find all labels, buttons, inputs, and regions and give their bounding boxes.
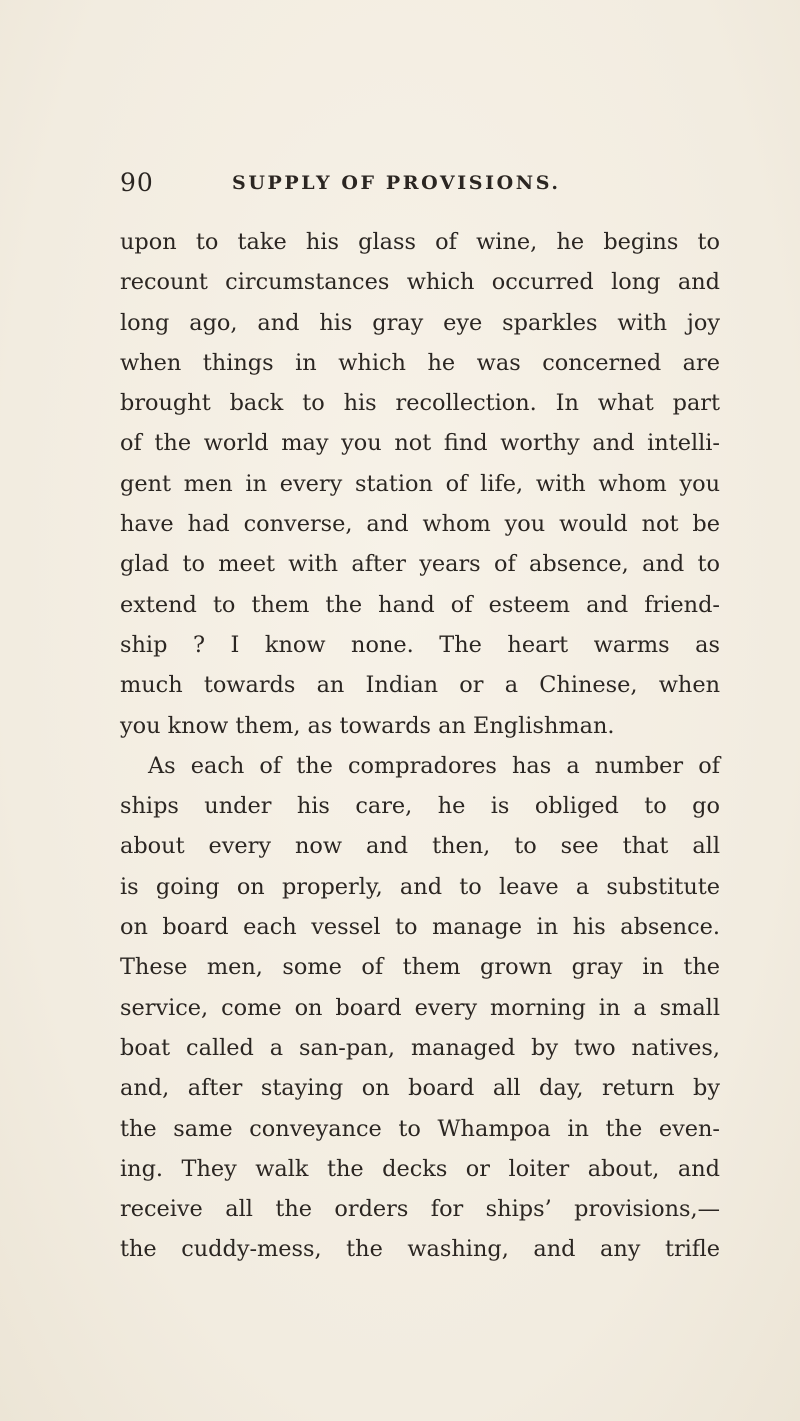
- text-line: ing. They walk the decks or loiter about, and: [120, 1155, 720, 1182]
- text-line: and, after staying on board all day, return by: [120, 1075, 720, 1102]
- text-line: boat called a san-pan, managed by two natives,: [120, 1034, 720, 1061]
- text-line: when things in which he was concerned are: [120, 349, 720, 376]
- text-line: of the world may you not find worthy and intelli-: [120, 430, 720, 457]
- page-header: [120, 168, 720, 202]
- text-line: extend to them the hand of esteem and friend-: [120, 591, 720, 618]
- text-line: recount circumstances which occurred long and: [120, 269, 720, 296]
- text-line: long ago, and his gray eye sparkles with joy: [120, 309, 720, 336]
- text-line: is going on properly, and to leave a substitute: [120, 873, 720, 900]
- text-line: upon to take his glass of wine, he begins to: [120, 229, 720, 255]
- running-head: SUPPLY OF PROVISIONS.: [232, 172, 561, 194]
- text-line: service, come on board every morning in a small: [120, 994, 720, 1021]
- text-line: ships under his care, he is obliged to go: [120, 793, 720, 820]
- text-line: receive all the orders for ships’ provisions,—: [120, 1196, 720, 1223]
- text-line: As each of the compradores has a number of: [148, 752, 720, 779]
- text-line: These men, some of them grown gray in the: [120, 954, 720, 981]
- page-number: 90: [120, 168, 154, 197]
- text-line: on board each vessel to manage in his absence.: [120, 914, 720, 941]
- text-line: brought back to his recollection. In what part: [120, 390, 720, 417]
- text-line: have had converse, and whom you would not be: [120, 511, 720, 538]
- text-line: much towards an Indian or a Chinese, when: [120, 672, 720, 699]
- body-text: [120, 222, 720, 1270]
- text-line: glad to meet with after years of absence, and to: [120, 551, 720, 578]
- text-line: you know them, as towards an Englishman.: [120, 712, 615, 739]
- text-line: the cuddy-mess, the washing, and any trifle: [120, 1236, 720, 1263]
- text-line: about every now and then, to see that all: [120, 833, 720, 860]
- text-line: gent men in every station of life, with whom you: [120, 470, 720, 497]
- text-line: ship ? I know none. The heart warms as: [120, 631, 720, 658]
- text-line: the same conveyance to Whampoa in the even-: [120, 1115, 720, 1142]
